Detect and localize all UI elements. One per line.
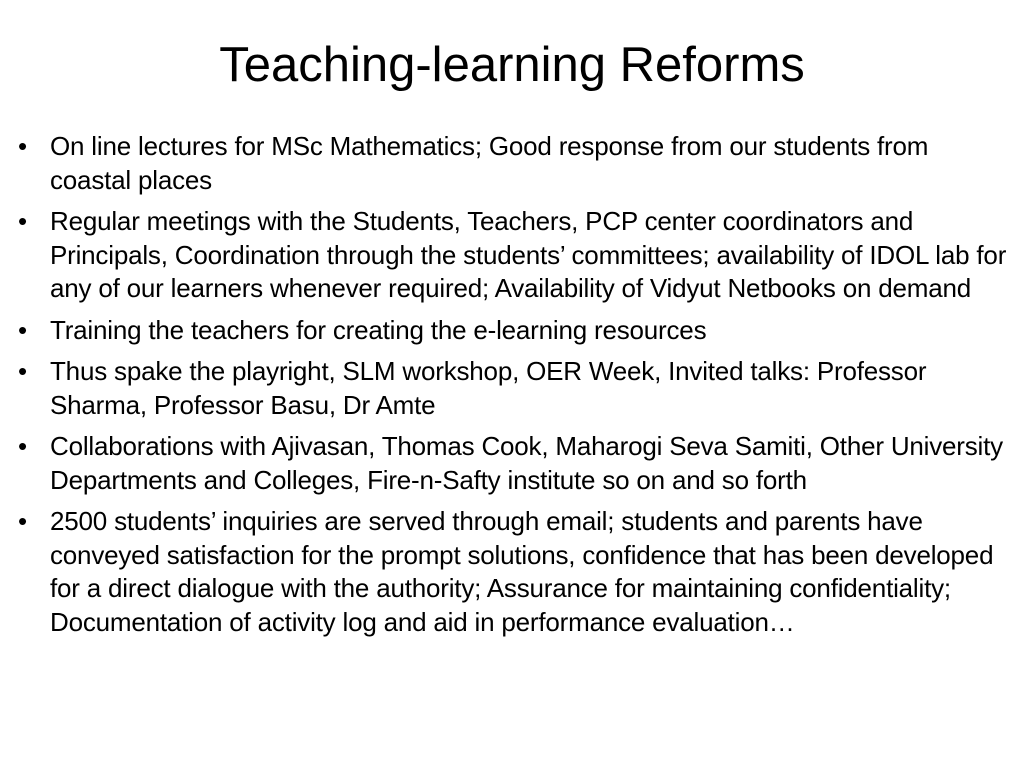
bullet-text: Thus spake the playright, SLM workshop, OER Week, Invited talks: Professor Sharma, Professor Basu, Dr Amte — [50, 356, 927, 420]
bullet-text: 2500 students’ inquiries are served through email; students and parents have conveyed satisfaction for the prompt solutions, confidence that has been developed for a direct dialogue with the authority; Assurance for maintaining confidentiality; Documentation of activity log and aid in performance evaluation… — [50, 506, 994, 637]
bullet-item — [18, 130, 1014, 197]
bullet-text: Training the teachers for creating the e-learning resources — [50, 314, 707, 345]
bullet-item — [18, 430, 1014, 497]
bullet-dot-icon: • — [18, 131, 27, 161]
bullet-dot-icon: • — [18, 206, 27, 236]
bullet-text: On line lectures for MSc Mathematics; Good response from our students from coastal places — [50, 131, 929, 195]
slide-title: Teaching-learning Reforms — [219, 38, 805, 92]
bullet-item — [18, 505, 1014, 639]
bullet-item — [18, 314, 1014, 348]
bullet-text: Regular meetings with the Students, Teachers, PCP center coordinators and Principals, Coordination through the students’ committees; availability of IDOL lab for any of our learners whenever required; Availability of Vidyut Netbooks on demand — [50, 206, 1007, 303]
bullet-dot-icon: • — [18, 506, 27, 536]
bullet-dot-icon: • — [18, 431, 27, 461]
bullet-item — [18, 205, 1014, 306]
bullet-list — [18, 130, 1014, 647]
bullet-dot-icon: • — [18, 356, 27, 386]
bullet-text: Collaborations with Ajivasan, Thomas Cook, Maharogi Seva Samiti, Other University Departments and Colleges, Fire-n-Safty institute so on and so forth — [50, 431, 1003, 495]
bullet-item — [18, 355, 1014, 422]
bullet-dot-icon: • — [18, 314, 27, 345]
